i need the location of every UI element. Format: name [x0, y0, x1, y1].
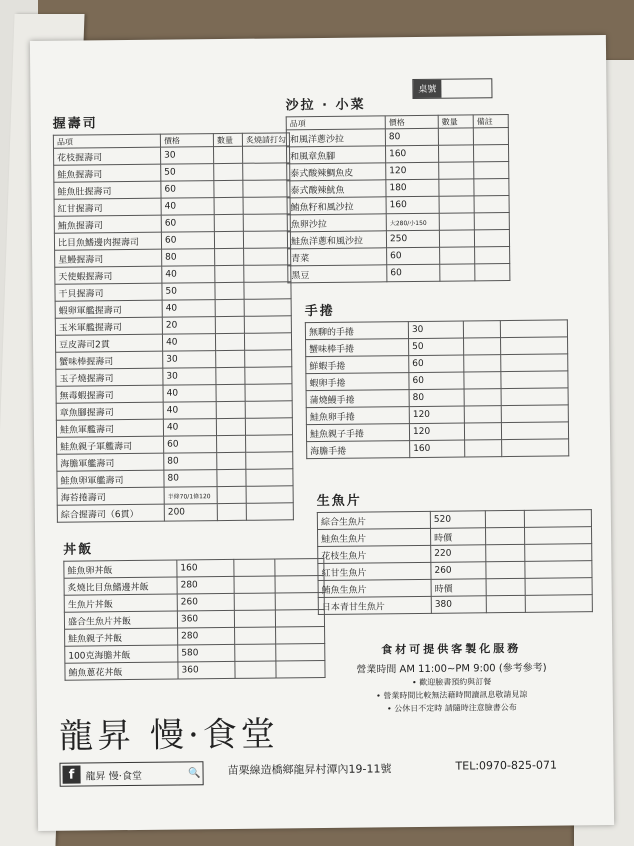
quantity-cell[interactable]	[217, 503, 246, 520]
item-price: 30	[160, 147, 213, 165]
item-price: 360	[177, 610, 234, 628]
item-price: 160	[385, 145, 438, 163]
service-info	[311, 639, 592, 715]
item-name: 和風洋蔥沙拉	[286, 129, 385, 147]
quantity-cell[interactable]	[217, 452, 246, 469]
note-cell[interactable]	[245, 367, 292, 384]
note-cell[interactable]	[243, 214, 290, 231]
item-name: 鮭魚親子手捲	[306, 424, 409, 442]
quantity-cell[interactable]	[214, 163, 243, 180]
quantity-cell[interactable]	[217, 435, 246, 452]
quantity-cell[interactable]	[438, 145, 473, 162]
item-name: 鮭魚卵丼飯	[64, 560, 177, 578]
item-price: 40	[163, 402, 216, 420]
item-price: 160	[177, 559, 234, 577]
note-cell[interactable]	[525, 561, 592, 579]
item-name: 鮪魚蔥花丼飯	[65, 662, 178, 680]
rice-section	[63, 536, 325, 681]
quantity-cell[interactable]	[439, 162, 474, 179]
item-price: 30	[163, 351, 216, 369]
search-icon: 🔍	[188, 767, 201, 779]
note-cell[interactable]	[244, 282, 291, 299]
item-name: 鮪魚握壽司	[54, 215, 161, 233]
item-price: 250	[386, 230, 439, 248]
item-name: 蝦卵手捲	[306, 373, 409, 391]
item-price: 280	[178, 627, 235, 645]
item-price: 60	[387, 264, 440, 282]
item-name: 日本青甘生魚片	[318, 596, 431, 614]
sushi-table	[53, 132, 294, 522]
item-price: 60	[161, 232, 214, 250]
quantity-cell[interactable]	[463, 321, 500, 338]
quantity-cell[interactable]	[215, 282, 244, 299]
item-price: 40	[161, 198, 214, 216]
note-cell[interactable]	[245, 350, 292, 367]
sushi-section	[53, 110, 294, 522]
item-price: 260	[177, 593, 234, 611]
item-name: 花枝握壽司	[54, 147, 161, 165]
note-line: • 歡迎臉書預約與訂餐	[411, 677, 492, 688]
item-name: 紅甘握壽司	[54, 198, 161, 216]
note-cell[interactable]	[502, 439, 569, 457]
item-price: 50	[409, 338, 464, 356]
note-cell[interactable]	[245, 401, 292, 418]
quantity-cell[interactable]	[216, 384, 245, 401]
note-cell[interactable]	[242, 146, 289, 163]
quantity-cell[interactable]	[217, 486, 246, 503]
quantity-cell[interactable]	[439, 196, 474, 213]
note-cell[interactable]	[245, 384, 292, 401]
item-price: 80	[409, 389, 464, 407]
note-cell[interactable]	[525, 544, 592, 562]
note-cell[interactable]	[501, 405, 568, 423]
quantity-cell[interactable]	[465, 440, 502, 457]
item-name: 鮭魚卵手捲	[306, 407, 409, 425]
header-note: 備註	[473, 115, 508, 128]
quantity-cell[interactable]	[216, 350, 245, 367]
item-price: 520	[430, 511, 485, 529]
note-cell[interactable]	[275, 575, 324, 593]
item-price: 280	[177, 576, 234, 594]
item-price: 30	[408, 321, 463, 339]
note-cell[interactable]	[246, 435, 293, 452]
item-name: 蝦卵軍艦握壽司	[55, 300, 162, 318]
item-price: 80	[162, 249, 215, 267]
item-name: 天使蝦握壽司	[55, 266, 162, 284]
quantity-cell[interactable]	[234, 610, 275, 627]
quantity-cell[interactable]	[215, 299, 244, 316]
quantity-cell[interactable]	[215, 316, 244, 333]
note-cell[interactable]	[246, 452, 293, 469]
note-cell[interactable]	[473, 145, 508, 162]
quantity-cell[interactable]	[440, 247, 475, 264]
item-name: 玉米軍艦握壽司	[55, 317, 162, 335]
item-name: 海膽軍艦壽司	[57, 453, 164, 471]
item-name: 星鰻握壽司	[55, 249, 162, 267]
header-qty: 數量	[438, 115, 473, 128]
custom-service-text: 食材可提供客製化服務	[381, 641, 522, 657]
quantity-cell[interactable]	[216, 418, 245, 435]
item-price: 40	[162, 334, 215, 352]
note-cell[interactable]	[474, 196, 509, 213]
note-cell[interactable]	[524, 510, 591, 528]
note-cell[interactable]	[275, 592, 324, 610]
header-item: 品項	[286, 116, 385, 130]
item-price: 40	[162, 266, 215, 284]
item-name: 蒲燒鰻手捲	[306, 390, 409, 408]
facebook-icon: f	[62, 766, 80, 784]
note-cell[interactable]	[275, 558, 324, 576]
table-row	[57, 503, 293, 522]
item-name: 章魚腳握壽司	[56, 402, 163, 420]
note-cell[interactable]	[501, 337, 568, 355]
item-name: 鮭魚肚握壽司	[54, 181, 161, 199]
item-name: 鮭魚握壽司	[54, 164, 161, 182]
item-price: 50	[161, 164, 214, 182]
item-price: 220	[431, 545, 486, 563]
table-number-label: 桌號	[413, 80, 441, 98]
header-sear: 炙燒請打勾	[242, 133, 289, 146]
note-cell[interactable]	[475, 264, 510, 281]
item-name: 蟹味棒手捲	[306, 339, 409, 357]
quantity-cell[interactable]	[213, 146, 242, 163]
note-cell[interactable]	[473, 128, 508, 145]
business-hours: 營業時間 AM 11:00~PM 9:00 (參考參考)	[356, 662, 547, 676]
header-price: 價格	[160, 134, 213, 148]
item-name: 魚卵沙拉	[287, 214, 386, 232]
item-price: 30	[163, 368, 216, 386]
item-name: 比目魚鰭邊肉握壽司	[54, 232, 161, 250]
quantity-cell[interactable]	[486, 561, 525, 578]
item-price: 80	[164, 453, 217, 471]
item-price: 60	[409, 372, 464, 390]
item-name: 蟹味棒握壽司	[56, 351, 163, 369]
item-price: 60	[387, 247, 440, 265]
rice-title: 丼飯	[63, 542, 94, 558]
phone-number: TEL:0970-825-071	[455, 758, 557, 773]
note-cell[interactable]	[501, 371, 568, 389]
quantity-cell[interactable]	[216, 367, 245, 384]
item-price: 40	[162, 300, 215, 318]
quantity-cell[interactable]	[214, 197, 243, 214]
restaurant-logo: 龍昇 慢·食堂	[58, 714, 279, 757]
salad-section	[285, 92, 510, 283]
table-number-box[interactable]	[412, 78, 492, 99]
facebook-page-name: 龍昇 慢·食堂	[85, 770, 142, 782]
note-cell[interactable]	[475, 247, 510, 264]
quantity-cell[interactable]	[486, 578, 525, 595]
item-price: 200	[164, 504, 217, 522]
item-name: 無毒蝦握壽司	[56, 385, 163, 403]
item-name: 和風章魚腳	[287, 146, 386, 164]
note-cell[interactable]	[474, 162, 509, 179]
note-cell[interactable]	[243, 180, 290, 197]
note-cell[interactable]	[275, 609, 324, 627]
quantity-cell[interactable]	[234, 559, 275, 576]
quantity-cell[interactable]	[214, 231, 243, 248]
item-price: 180	[386, 179, 439, 197]
item-price: 160	[410, 440, 465, 458]
item-price: 80	[164, 470, 217, 488]
quantity-cell[interactable]	[215, 248, 244, 265]
note-cell[interactable]	[244, 299, 291, 316]
quantity-cell[interactable]	[214, 180, 243, 197]
item-price: 半條70/1條120	[164, 487, 217, 505]
quantity-cell[interactable]	[486, 595, 525, 612]
rolls-title: 手捲	[304, 303, 335, 320]
sashimi-table	[317, 509, 593, 615]
quantity-cell[interactable]	[439, 213, 474, 230]
item-name: 鮭魚生魚片	[318, 528, 431, 546]
item-price: 大280/小150	[386, 213, 439, 231]
quantity-cell[interactable]	[464, 338, 501, 355]
item-name: 盛合生魚片丼飯	[64, 611, 177, 629]
note-cell[interactable]	[501, 422, 568, 440]
item-name: 鮪魚生魚片	[318, 579, 431, 597]
sushi-title: 握壽司	[52, 116, 98, 132]
quantity-cell[interactable]	[485, 510, 524, 527]
item-price: 40	[163, 419, 216, 437]
note-cell[interactable]	[246, 469, 293, 486]
note-cell[interactable]	[525, 595, 592, 613]
quantity-cell[interactable]	[486, 544, 525, 561]
item-name: 鮭魚洋蔥和風沙拉	[287, 231, 386, 249]
note-cell[interactable]	[244, 265, 291, 282]
table-row	[288, 264, 510, 283]
quantity-cell[interactable]	[216, 401, 245, 418]
item-name: 生魚片丼飯	[64, 594, 177, 612]
note-cell[interactable]	[501, 388, 568, 406]
item-price: 60	[161, 215, 214, 233]
item-price: 380	[431, 596, 486, 614]
item-price: 80	[385, 128, 438, 146]
item-price: 時價	[431, 579, 486, 597]
sashimi-title: 生魚片	[316, 493, 362, 510]
header-qty: 數量	[213, 133, 242, 146]
quantity-cell[interactable]	[464, 389, 501, 406]
item-name: 海苔捲壽司	[57, 487, 164, 505]
note-cell[interactable]	[474, 230, 509, 247]
header-item: 品項	[53, 134, 160, 148]
item-name: 泰式酸辣鯛魚皮	[287, 163, 386, 181]
item-price: 120	[386, 162, 439, 180]
item-name: 綜合生魚片	[317, 511, 430, 529]
note-cell[interactable]	[244, 248, 291, 265]
item-name: 黑豆	[288, 265, 387, 283]
item-price: 580	[178, 644, 235, 662]
item-price: 時價	[431, 528, 486, 546]
quantity-cell[interactable]	[464, 355, 501, 372]
note-cell[interactable]	[245, 418, 292, 435]
item-name: 100克海膽丼飯	[65, 645, 178, 663]
note-cell[interactable]	[474, 213, 509, 230]
note-cell[interactable]	[524, 527, 591, 545]
item-name: 鮭魚親子丼飯	[65, 628, 178, 646]
salad-title: 沙拉 · 小菜	[285, 97, 366, 114]
item-name: 炙燒比目魚鰭邊丼飯	[64, 577, 177, 595]
item-name: 玉子燒握壽司	[56, 368, 163, 386]
item-name: 鮭魚親子軍艦壽司	[57, 436, 164, 454]
quantity-cell[interactable]	[214, 214, 243, 231]
item-name: 鮪魚籽和風沙拉	[287, 197, 386, 215]
facebook-page-bar[interactable]	[59, 761, 203, 787]
item-price: 20	[162, 317, 215, 335]
item-name: 青菜	[288, 248, 387, 266]
item-price: 50	[162, 283, 215, 301]
item-price: 40	[163, 385, 216, 403]
quantity-cell[interactable]	[439, 230, 474, 247]
quantity-cell[interactable]	[464, 406, 501, 423]
quantity-cell[interactable]	[486, 527, 525, 544]
quantity-cell[interactable]	[440, 264, 475, 281]
item-name: 鮭魚卵軍艦壽司	[57, 470, 164, 488]
item-name: 泰式酸辣魷魚	[287, 180, 386, 198]
note-cell[interactable]	[500, 320, 567, 338]
item-name: 豆皮壽司2貫	[55, 334, 162, 352]
quantity-cell[interactable]	[215, 265, 244, 282]
table-row	[318, 595, 592, 615]
note-cell[interactable]	[244, 333, 291, 350]
note-cell[interactable]	[246, 503, 293, 520]
quantity-cell[interactable]	[234, 576, 275, 593]
item-price: 360	[178, 661, 235, 679]
note-cell[interactable]	[243, 163, 290, 180]
note-line: • 公休日不定時 請隨時注意臉書公布	[386, 702, 517, 714]
salad-table	[286, 114, 511, 283]
quantity-cell[interactable]	[439, 179, 474, 196]
header-price: 價格	[385, 115, 438, 129]
table-row	[307, 439, 569, 459]
rolls-table	[305, 319, 569, 459]
quantity-cell[interactable]	[438, 128, 473, 145]
item-price: 120	[409, 423, 464, 441]
item-price: 120	[409, 406, 464, 424]
item-price: 60	[409, 355, 464, 373]
item-price: 60	[161, 181, 214, 199]
item-price: 60	[164, 436, 217, 454]
table-row	[65, 660, 325, 680]
item-name: 無聊的手捲	[305, 322, 408, 340]
address: 苗栗線造橋鄉龍昇村潭內19-11號	[227, 762, 392, 778]
item-name: 干貝握壽司	[55, 283, 162, 301]
item-name: 鮭魚軍艦壽司	[56, 419, 163, 437]
rice-table	[63, 558, 325, 681]
sashimi-section	[317, 487, 593, 615]
note-line: • 營業時間比較無法藉時間讀訊息敬請見諒	[376, 689, 528, 701]
quantity-cell[interactable]	[464, 423, 501, 440]
note-cell[interactable]	[243, 231, 290, 248]
menu-sheet	[30, 35, 614, 831]
item-name: 鮮蝦手捲	[306, 356, 409, 374]
note-cell[interactable]	[246, 486, 293, 503]
item-price: 260	[431, 562, 486, 580]
item-price: 160	[386, 196, 439, 214]
note-cell[interactable]	[243, 197, 290, 214]
quantity-cell[interactable]	[235, 661, 276, 678]
item-name: 紅甘生魚片	[318, 562, 431, 580]
item-name: 海膽手捲	[307, 441, 410, 459]
item-name: 綜合握壽司（6貫）	[57, 504, 164, 522]
quantity-cell[interactable]	[235, 627, 276, 644]
quantity-cell[interactable]	[215, 333, 244, 350]
rolls-section	[305, 297, 570, 459]
quantity-cell[interactable]	[464, 372, 501, 389]
item-name: 花枝生魚片	[318, 545, 431, 563]
quantity-cell[interactable]	[217, 469, 246, 486]
quantity-cell[interactable]	[235, 644, 276, 661]
note-cell[interactable]	[525, 578, 592, 596]
note-cell[interactable]	[474, 179, 509, 196]
note-cell[interactable]	[244, 316, 291, 333]
quantity-cell[interactable]	[234, 593, 275, 610]
note-cell[interactable]	[501, 354, 568, 372]
